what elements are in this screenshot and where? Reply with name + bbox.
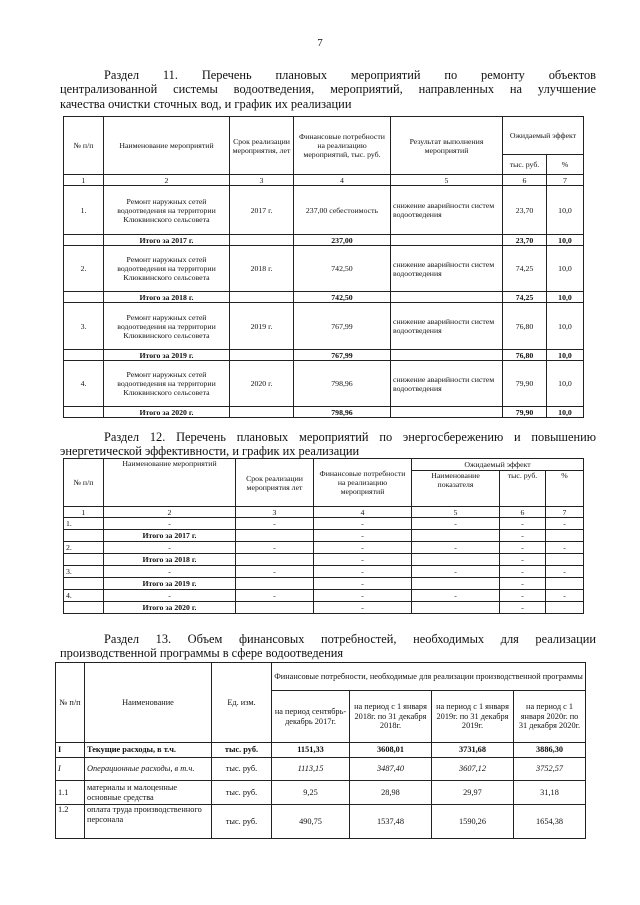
row-term: 2019 г. (230, 303, 294, 350)
row-no: 2. (64, 246, 104, 292)
row-no: 3. (64, 566, 104, 578)
col-period-header: на период с 1 января 2020г. по 31 декабря 2020г. (514, 691, 586, 743)
row-unit: тыс. руб. (212, 805, 272, 839)
total-label: Итого за 2019 г. (104, 350, 230, 361)
heading-line: централизованной системы водоотведения, мероприятий, направленных на улучшение (60, 82, 596, 97)
table-row (64, 590, 584, 602)
table-row (56, 781, 586, 805)
row-term: 2018 г. (230, 246, 294, 292)
total-effect-rub: 76,80 (503, 350, 547, 361)
section-11-heading (60, 68, 596, 111)
col-effect-header: Ожидаемый эффект (503, 117, 584, 155)
heading-line: Раздел 12. Перечень плановых мероприятий по энергосбережению и повышению (104, 430, 596, 444)
col-effect-header: Ожидаемый эффект (412, 459, 584, 471)
row-dash: - (236, 518, 314, 530)
total-finance: 742,50 (294, 292, 391, 303)
row-value: 3608,01 (350, 743, 432, 758)
row-dash: - (236, 542, 314, 554)
total-label: Итого за 2018 г. (104, 554, 236, 566)
row-dash: - (412, 542, 500, 554)
row-dash: - (104, 590, 236, 602)
row-dash: - (412, 566, 500, 578)
section-12-heading (60, 430, 596, 459)
row-term: 2017 г. (230, 186, 294, 235)
table-row (64, 303, 584, 350)
row-effect-rub: 79,90 (503, 361, 547, 407)
total-effect-pct: 10,0 (547, 292, 584, 303)
heading-line: качества очистки сточных вод, и график их реализации (60, 96, 352, 111)
row-no: I (56, 743, 85, 758)
total-effect-pct: 10,0 (547, 350, 584, 361)
row-finance: 742,50 (294, 246, 391, 292)
table-row (64, 246, 584, 292)
col-no-header: № п/п (64, 459, 104, 507)
col-period-header: на период с 1 января 2018г. по 31 декабря 2018г. (350, 691, 432, 743)
total-finance: 237,00 (294, 235, 391, 246)
col-no-header: № п/п (64, 117, 104, 175)
col-period-header: на период с 1 января 2019г. по 31 декабря 2019г. (432, 691, 514, 743)
col-number: 1 (64, 507, 104, 518)
section-13-table (55, 662, 586, 839)
col-number: 6 (503, 175, 547, 186)
total-row (64, 292, 584, 303)
row-dash: - (500, 518, 546, 530)
table-row (56, 805, 586, 839)
total-row (64, 350, 584, 361)
total-dash: - (500, 554, 546, 566)
row-unit: тыс. руб. (212, 758, 272, 781)
row-dash: - (500, 566, 546, 578)
row-dash: - (546, 566, 584, 578)
row-name: Ремонт наружных сетей водоотведения на территории Клюквинского сельсовета (104, 186, 230, 235)
row-dash: - (314, 542, 412, 554)
row-effect-pct: 10,0 (547, 303, 584, 350)
col-term-header: Срок реализации мероприятия лет (236, 459, 314, 507)
row-dash: - (314, 566, 412, 578)
row-value: 1654,38 (514, 805, 586, 839)
table-row (56, 743, 586, 758)
row-dash: - (500, 542, 546, 554)
col-unit-header: Ед. изм. (212, 663, 272, 743)
row-name: Текущие расходы, в т.ч. (85, 743, 212, 758)
col-effect-pct-header: % (547, 155, 584, 175)
row-unit: тыс. руб. (212, 781, 272, 805)
heading-line: производственной программы в сфере водоотведения (60, 646, 344, 661)
table-row (64, 361, 584, 407)
row-effect-pct: 10,0 (547, 246, 584, 292)
col-rub-header: тыс. руб. (500, 471, 546, 507)
col-number: 4 (294, 175, 391, 186)
col-name-header: Наименование (85, 663, 212, 743)
row-dash: - (104, 566, 236, 578)
row-effect-pct: 10,0 (547, 361, 584, 407)
total-label: Итого за 2017 г. (104, 235, 230, 246)
col-no-header: № п/п (56, 663, 85, 743)
row-value: 3607,12 (432, 758, 514, 781)
row-finance: 237,00 себестоимость (294, 186, 391, 235)
total-dash: - (500, 578, 546, 590)
row-dash: - (236, 590, 314, 602)
total-dash: - (314, 530, 412, 542)
total-finance: 767,99 (294, 350, 391, 361)
row-name: Ремонт наружных сетей водоотведения на территории Клюквинского сельсовета (104, 246, 230, 292)
row-value: 31,18 (514, 781, 586, 805)
total-label: Итого за 2020 г. (104, 407, 230, 418)
total-row (64, 578, 584, 590)
row-value: 1537,48 (350, 805, 432, 839)
row-no: 1.2 (56, 805, 85, 839)
row-name: Операционные расходы, в т.ч. (85, 758, 212, 781)
row-effect-rub: 23,70 (503, 186, 547, 235)
col-indicator-header: Наименование показателя (412, 471, 500, 507)
heading-line: Раздел 11. Перечень плановых мероприятий по ремонту объектов (104, 68, 596, 82)
total-effect-rub: 79,90 (503, 407, 547, 418)
total-dash: - (314, 602, 412, 614)
col-finance-header: Финансовые потребности на реализацию мероприятий, тыс. руб. (294, 117, 391, 175)
row-dash: - (546, 542, 584, 554)
row-no: 4. (64, 590, 104, 602)
total-finance: 798,96 (294, 407, 391, 418)
total-dash: - (314, 554, 412, 566)
total-row (64, 407, 584, 418)
row-value: 1151,33 (272, 743, 350, 758)
row-dash: - (236, 566, 314, 578)
total-row (64, 530, 584, 542)
col-term-header: Срок реализации мероприятия, лет (230, 117, 294, 175)
total-dash: - (314, 578, 412, 590)
row-dash: - (412, 590, 500, 602)
col-number: 2 (104, 507, 236, 518)
row-name: материалы и малоценные основные средства (85, 781, 212, 805)
col-period-header: на период сентябрь-декабрь 2017г. (272, 691, 350, 743)
row-no: 1. (64, 518, 104, 530)
col-pct-header: % (546, 471, 584, 507)
row-value: 9,25 (272, 781, 350, 805)
total-effect-pct: 10,0 (547, 235, 584, 246)
row-value: 490,75 (272, 805, 350, 839)
row-finance: 798,96 (294, 361, 391, 407)
col-number: 7 (546, 507, 584, 518)
col-result-header: Результат выполнения мероприятий (391, 117, 503, 175)
col-number: 7 (547, 175, 584, 186)
heading-line: Раздел 13. Объем финансовых потребностей, необходимых для реализации (104, 632, 596, 646)
col-finance-header: Финансовые потребности на реализацию мероприятий (314, 459, 412, 507)
row-no: 4. (64, 361, 104, 407)
col-finance-header: Финансовые потребности, необходимые для реализации производственной программы (272, 663, 586, 691)
row-no: 3. (64, 303, 104, 350)
col-number: 4 (314, 507, 412, 518)
row-dash: - (104, 518, 236, 530)
total-row (64, 235, 584, 246)
row-unit: тыс. руб. (212, 743, 272, 758)
total-dash: - (500, 602, 546, 614)
total-row (64, 602, 584, 614)
row-value: 3886,30 (514, 743, 586, 758)
row-name: Ремонт наружных сетей водоотведения на территории Клюквинского сельсовета (104, 303, 230, 350)
col-name-header: Наименование мероприятий (104, 459, 236, 507)
row-value: 1590,26 (432, 805, 514, 839)
row-value: 3752,57 (514, 758, 586, 781)
total-effect-pct: 10,0 (547, 407, 584, 418)
section-11-table (63, 116, 584, 418)
row-dash: - (546, 590, 584, 602)
page-number: 7 (317, 37, 323, 49)
col-effect-rub-header: тыс. руб. (503, 155, 547, 175)
table-row (64, 542, 584, 554)
section-13-heading (60, 632, 596, 661)
row-value: 1113,15 (272, 758, 350, 781)
heading-line: энергетической эффективности, и график их реализации (60, 444, 360, 459)
row-no: 1.1 (56, 781, 85, 805)
row-effect-rub: 74,25 (503, 246, 547, 292)
row-dash: - (314, 518, 412, 530)
table-row (64, 566, 584, 578)
col-number: 1 (64, 175, 104, 186)
table-row (64, 186, 584, 235)
row-no: 1. (64, 186, 104, 235)
row-value: 3731,68 (432, 743, 514, 758)
row-name: оплата труда производственного персонала (85, 805, 212, 839)
row-dash: - (500, 590, 546, 602)
total-dash: - (500, 530, 546, 542)
col-number: 5 (391, 175, 503, 186)
row-dash: - (104, 542, 236, 554)
total-label: Итого за 2019 г. (104, 578, 236, 590)
row-name: Ремонт наружных сетей водоотведения на территории Клюквинского сельсовета (104, 361, 230, 407)
table-row (56, 758, 586, 781)
section-12-table (63, 458, 584, 614)
col-number: 3 (236, 507, 314, 518)
row-finance: 767,99 (294, 303, 391, 350)
total-label: Итого за 2020 г. (104, 602, 236, 614)
row-result: снижение аварийности систем водоотведения (391, 246, 503, 292)
row-result: снижение аварийности систем водоотведения (391, 361, 503, 407)
col-number: 6 (500, 507, 546, 518)
total-effect-rub: 74,25 (503, 292, 547, 303)
total-effect-rub: 23,70 (503, 235, 547, 246)
row-dash: - (412, 518, 500, 530)
row-value: 29,97 (432, 781, 514, 805)
row-no: 2. (64, 542, 104, 554)
col-number: 3 (230, 175, 294, 186)
row-effect-rub: 76,80 (503, 303, 547, 350)
row-effect-pct: 10,0 (547, 186, 584, 235)
row-result: снижение аварийности систем водоотведения (391, 186, 503, 235)
total-label: Итого за 2018 г. (104, 292, 230, 303)
total-label: Итого за 2017 г. (104, 530, 236, 542)
table-row (64, 518, 584, 530)
col-name-header: Наименование мероприятий (104, 117, 230, 175)
row-result: снижение аварийности систем водоотведения (391, 303, 503, 350)
row-value: 28,98 (350, 781, 432, 805)
row-value: 3487,40 (350, 758, 432, 781)
row-no: I (56, 758, 85, 781)
col-number: 5 (412, 507, 500, 518)
row-dash: - (546, 518, 584, 530)
col-number: 2 (104, 175, 230, 186)
row-dash: - (314, 590, 412, 602)
total-row (64, 554, 584, 566)
row-term: 2020 г. (230, 361, 294, 407)
